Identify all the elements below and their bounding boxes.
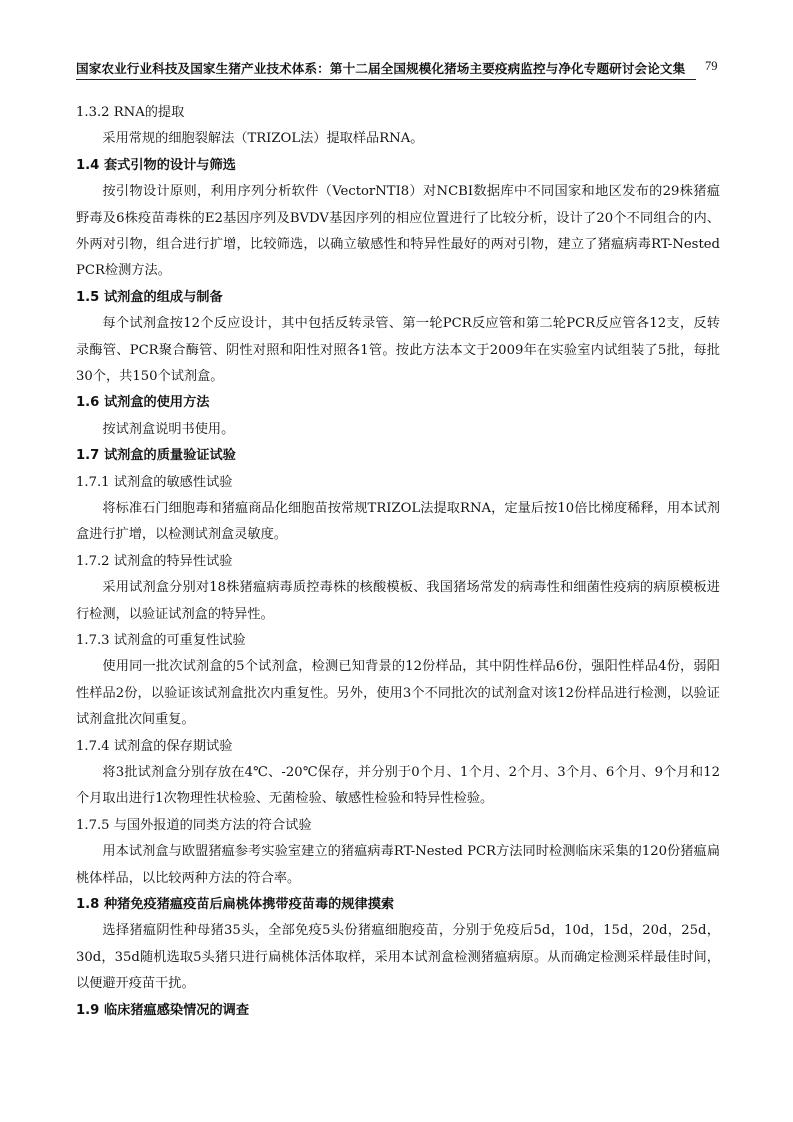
- paragraph: 按试剂盒说明书使用。: [102, 421, 235, 437]
- section-heading: 1.4 套式引物的设计与筛选: [76, 157, 236, 173]
- paragraph: 将标准石门细胞毒和猪瘟商品化细胞苗按常规TRIZOL法提取RNA，定量后按10倍比梯度稀释，用本试剂盒进行扩增，以检测试剂盒灵敏度。: [76, 501, 720, 543]
- section-heading: 1.6 试剂盒的使用方法: [76, 395, 210, 411]
- paragraph: 使用同一批次试剂盒的5个试剂盒，检测已知背景的12份样品，其中阴性样品6份，强阳性样品4份，弱阳性样品2份，以验证该试剂盒批次内重复性。另外，使用3个不同批次的试剂盒对该12份样品进行检测，以验证试剂盒批次间重复。: [76, 659, 720, 728]
- header-title: 国家农业行业科技及国家生猪产业技术体系：第十二届全国规模化猪场主要疫病监控与净化专题研讨会论文集: [76, 61, 686, 76]
- paragraph: 采用试剂盒分别对18株猪瘟病毒质控毒株的核酸模板、我国猪场常发的病毒性和细菌性疫病的病原模板进行检测，以验证试剂盒的特异性。: [76, 580, 720, 622]
- page-number: 79: [705, 59, 718, 73]
- paragraph: 将3批试剂盒分别存放在4℃、-20℃保存，并分别于0个月、1个月、2个月、3个月、6个月、9个月和12个月取出进行1次物理性状检验、无菌检验、敏感性检验和特异性检验。: [76, 765, 720, 807]
- subsection-heading: 1.7.2 试剂盒的特异性试验: [76, 553, 233, 569]
- section-heading: 1.7 试剂盒的质量验证试验: [76, 448, 236, 464]
- subsection-heading: 1.7.4 试剂盒的保存期试验: [76, 738, 233, 754]
- paragraph: 用本试剂盒与欧盟猪瘟参考实验室建立的猪瘟病毒RT-Nested PCR方法同时检测临床采集的120份猪瘟扁桃体样品，以比较两种方法的符合率。: [76, 844, 721, 886]
- body-text: [76, 100, 720, 1024]
- subsection-heading: 1.7.1 试剂盒的敏感性试验: [76, 474, 233, 490]
- paragraph: 每个试剂盒按12个反应设计，其中包括反转录管、第一轮PCR反应管和第二轮PCR反应管各12支，反转录酶管、PCR聚合酶管、阴性对照和阳性对照各1管。按此方法本文于2009年在实验室内试组装了5批，每批30个，共150个试剂盒。: [76, 316, 720, 385]
- subsection-heading: 1.3.2 RNA的提取: [76, 105, 185, 120]
- paragraph: 按引物设计原则，利用序列分析软件（VectorNTI8）对NCBI数据库中不同国家和地区发布的29株猪瘟野毒及6株疫苗毒株的E2基因序列及BVDV基因序列的相应位置进行了比较分析，设计了20个不同组合的内、外两对引物，组合进行扩增，比较筛选，以确立敏感性和特异性最好的两对引物，建立了猪瘟病毒RT-Nested PCR检测方法。: [76, 184, 720, 279]
- paragraph: 选择猪瘟阴性种母猪35头，全部免疫5头份猪瘟细胞疫苗，分别于免疫后5d，10d，15d，20d，25d，30d，35d随机选取5头猪只进行扁桃体活体取样，采用本试剂盒检测猪瘟病原。从而确定检测采样最佳时间，以便避开疫苗干扰。: [76, 923, 720, 992]
- subsection-heading: 1.7.3 试剂盒的可重复性试验: [76, 633, 246, 649]
- header-rule: [76, 79, 696, 80]
- section-heading: 1.9 临床猪瘟感染情况的调查: [76, 1002, 250, 1018]
- paragraph: 采用常规的细胞裂解法（TRIZOL法）提取样品RNA。: [102, 131, 424, 147]
- section-heading: 1.8 种猪免疫猪瘟疫苗后扁桃体携带疫苗毒的规律摸索: [76, 897, 395, 913]
- subsection-heading: 1.7.5 与国外报道的同类方法的符合试验: [76, 817, 312, 833]
- section-heading: 1.5 试剂盒的组成与制备: [76, 289, 223, 305]
